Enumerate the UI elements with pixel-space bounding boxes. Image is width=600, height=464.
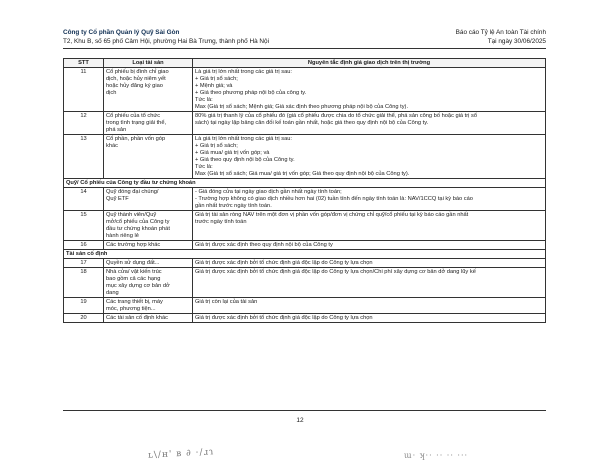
cell-stt: 14 — [64, 188, 104, 211]
report-header-left — [63, 29, 269, 46]
cell-stt: 15 — [64, 211, 104, 241]
section-label: Tài sản cố định — [64, 250, 546, 259]
cell-asset-type — [104, 211, 193, 241]
asset-text-line: Quỹ thành viên/Quỹ — [106, 211, 157, 218]
handwritten-mark-right: ɯ· ʞ·· ·· ·· ··· — [404, 451, 469, 460]
column-header-stt: STT — [64, 59, 104, 68]
cell-asset-type — [104, 188, 193, 211]
cell-stt: 20 — [64, 314, 104, 323]
asset-text-line: Cổ phần, phần vốn góp — [106, 135, 166, 142]
company-name: Công ty Cổ phần Quản lý Quỹ Sài Gòn — [63, 29, 180, 36]
table-row — [64, 112, 546, 135]
asset-text-line: Các tài sản cố định khác — [106, 314, 168, 321]
table-row — [64, 188, 546, 211]
rule-text-line: Giá trị được xác định bởi tổ chức định giá độc lập do Công ty lựa chọn/Chi phí xây dựng cơ bản dở dang lũy kế — [195, 268, 476, 275]
cell-valuation-rule — [193, 112, 546, 135]
rule-text-line: sách) tại ngày lập bảng cân đối kế toán gần nhất, hoặc giá theo quy định nội bộ của Công ty. — [195, 119, 429, 126]
asset-text-line: hành riêng lẻ — [106, 232, 139, 239]
rule-text-line: + Giá mua/ giá trị vốn góp; và — [195, 149, 270, 156]
cell-asset-type — [104, 241, 193, 250]
rule-text-line: Tức là: — [195, 163, 213, 170]
cell-stt: 17 — [64, 259, 104, 268]
cell-asset-type — [104, 68, 193, 112]
footer-divider — [63, 410, 546, 411]
cell-stt: 18 — [64, 268, 104, 298]
asset-text-line: Nhà cửa/ vật kiến trúc — [106, 268, 162, 275]
rule-text-line: + Mệnh giá; và — [195, 82, 233, 89]
asset-text-line: hoặc hủy đăng ký giao — [106, 82, 163, 89]
cell-stt: 13 — [64, 135, 104, 179]
header-divider — [63, 48, 546, 49]
cell-stt: 16 — [64, 241, 104, 250]
asset-text-line: bao gồm cả các hạng — [106, 275, 161, 282]
cell-valuation-rule — [193, 135, 546, 179]
asset-text-line: Quỹ ETF — [106, 195, 129, 202]
cell-valuation-rule — [193, 68, 546, 112]
rule-text-line: Giá trị được xác định theo quy định nội bộ của Công ty — [195, 241, 333, 248]
cell-stt: 19 — [64, 298, 104, 314]
table-row — [64, 211, 546, 241]
asset-text-line: Các trường hợp khác — [106, 241, 161, 248]
cell-stt: 12 — [64, 112, 104, 135]
rule-text-line: - Trường hợp không có giao dịch nhiều hơn hai (02) tuần tính đến ngày tính toán là: NAV/1CCQ tại kỳ báo cáo — [195, 195, 473, 202]
cell-valuation-rule — [193, 259, 546, 268]
table-row — [64, 298, 546, 314]
asset-text-line: trong tình trạng giải thể, — [106, 119, 167, 126]
report-date: Tại ngày 30/06/2025 — [487, 37, 546, 45]
table-section-row — [64, 250, 546, 259]
table-row — [64, 314, 546, 323]
table-row — [64, 259, 546, 268]
table-row — [64, 135, 546, 179]
handwritten-mark-left: ʟ\/ʜ' ʙ ∂ ·/ɹɿ — [147, 447, 215, 461]
asset-text-line: đầu tư chứng khoán phát — [106, 225, 170, 232]
cell-asset-type — [104, 112, 193, 135]
company-address: T2, Khu B, số 65 phố Cảm Hội, phường Hai Bà Trưng, thành phố Hà Nội — [63, 37, 269, 45]
asset-text-line: móc, phương tiện... — [106, 305, 156, 312]
rule-text-line: 80% giá trị thanh lý của cổ phiếu đó (giá cổ phiếu được chia do tổ chức giải thể, phá sản công bố hoặc giá trị sổ — [195, 112, 477, 119]
table-header-row — [64, 59, 546, 68]
column-header-valuation-rule: Nguyên tắc định giá giao dịch trên thị trường — [193, 59, 546, 68]
rule-text-line: Là giá trị lớn nhất trong các giá trị sau: — [195, 68, 292, 75]
asset-text-line: khác — [106, 142, 119, 149]
rule-text-line: Giá trị còn lại của tài sản — [195, 298, 258, 305]
rule-text-line: trước ngày tính toán — [195, 218, 247, 225]
column-header-asset-type: Loại tài sản — [104, 59, 193, 68]
rule-text-line: Max (Giá trị sổ sách; Mệnh giá; Giá xác định theo phương pháp nội bộ của Công ty). — [195, 103, 409, 110]
cell-valuation-rule — [193, 298, 546, 314]
rule-text-line: + Giá trị sổ sách; — [195, 75, 238, 82]
cell-asset-type — [104, 268, 193, 298]
asset-text-line: mở/cổ phiếu của Công ty — [106, 218, 170, 225]
rule-text-line: Max (Giá trị sổ sách; Giá mua/ giá trị vốn góp; Giá theo quy định nội bộ của Công ty). — [195, 170, 410, 177]
cell-asset-type — [104, 298, 193, 314]
rule-text-line: + Giá trị sổ sách; — [195, 142, 238, 149]
report-title: Báo cáo Tỷ lệ An toàn Tài chính — [455, 29, 546, 36]
cell-valuation-rule — [193, 241, 546, 250]
rule-text-line: Giá trị được xác định bởi tổ chức định giá độc lập do Công ty lựa chọn — [195, 259, 373, 266]
asset-text-line: dang — [106, 289, 119, 296]
asset-text-line: dịch, hoặc hủy niêm yết — [106, 75, 166, 82]
rule-text-line: + Giá theo phương pháp nội bộ của công ty. — [195, 89, 307, 96]
table-section-row — [64, 179, 546, 188]
rule-text-line: Là giá trị lớn nhất trong các giá trị sau: — [195, 135, 292, 142]
asset-text-line: mục xây dựng cơ bản dở — [106, 282, 170, 289]
rule-text-line: Giá trị tài sản ròng NAV trên một đơn vị phần vốn góp/đơn vị chứng chỉ quỹ/cổ phiếu tại kỳ báo cáo gần nhất — [195, 211, 469, 218]
rule-text-line: - Giá đóng cửa tại ngày giao dịch gần nhất ngày tính toán; — [195, 188, 342, 195]
cell-stt: 11 — [64, 68, 104, 112]
asset-text-line: Quyền sử dụng đất... — [106, 259, 160, 266]
table-row — [64, 68, 546, 112]
asset-text-line: dịch — [106, 89, 117, 96]
cell-asset-type — [104, 135, 193, 179]
table-row — [64, 241, 546, 250]
cell-valuation-rule — [193, 211, 546, 241]
report-header-right — [456, 29, 546, 46]
page-number: 12 — [296, 417, 304, 424]
asset-text-line: Các trang thiết bị, máy — [106, 298, 163, 305]
valuation-table — [63, 58, 546, 323]
table-row — [64, 268, 546, 298]
asset-text-line: Cổ phiếu của tổ chức — [106, 112, 161, 119]
cell-valuation-rule — [193, 314, 546, 323]
cell-valuation-rule — [193, 268, 546, 298]
cell-asset-type — [104, 314, 193, 323]
table-body — [64, 68, 546, 323]
asset-text-line: phá sản — [106, 126, 127, 133]
rule-text-line: gần nhất trước ngày tính toán. — [195, 202, 272, 209]
rule-text-line: Tức là: — [195, 96, 213, 103]
asset-text-line: Quỹ đóng đại chúng/ — [106, 188, 159, 195]
cell-asset-type — [104, 259, 193, 268]
rule-text-line: + Giá theo quy định nội bộ của Công ty. — [195, 156, 295, 163]
cell-valuation-rule — [193, 188, 546, 211]
section-label: Quỹ/ Cổ phiếu của Công ty đầu tư chứng khoán — [64, 179, 546, 188]
asset-text-line: Cổ phiếu bị đình chỉ giao — [106, 68, 169, 75]
rule-text-line: Giá trị được xác định bởi tổ chức định giá độc lập do Công ty lựa chọn — [195, 314, 373, 321]
